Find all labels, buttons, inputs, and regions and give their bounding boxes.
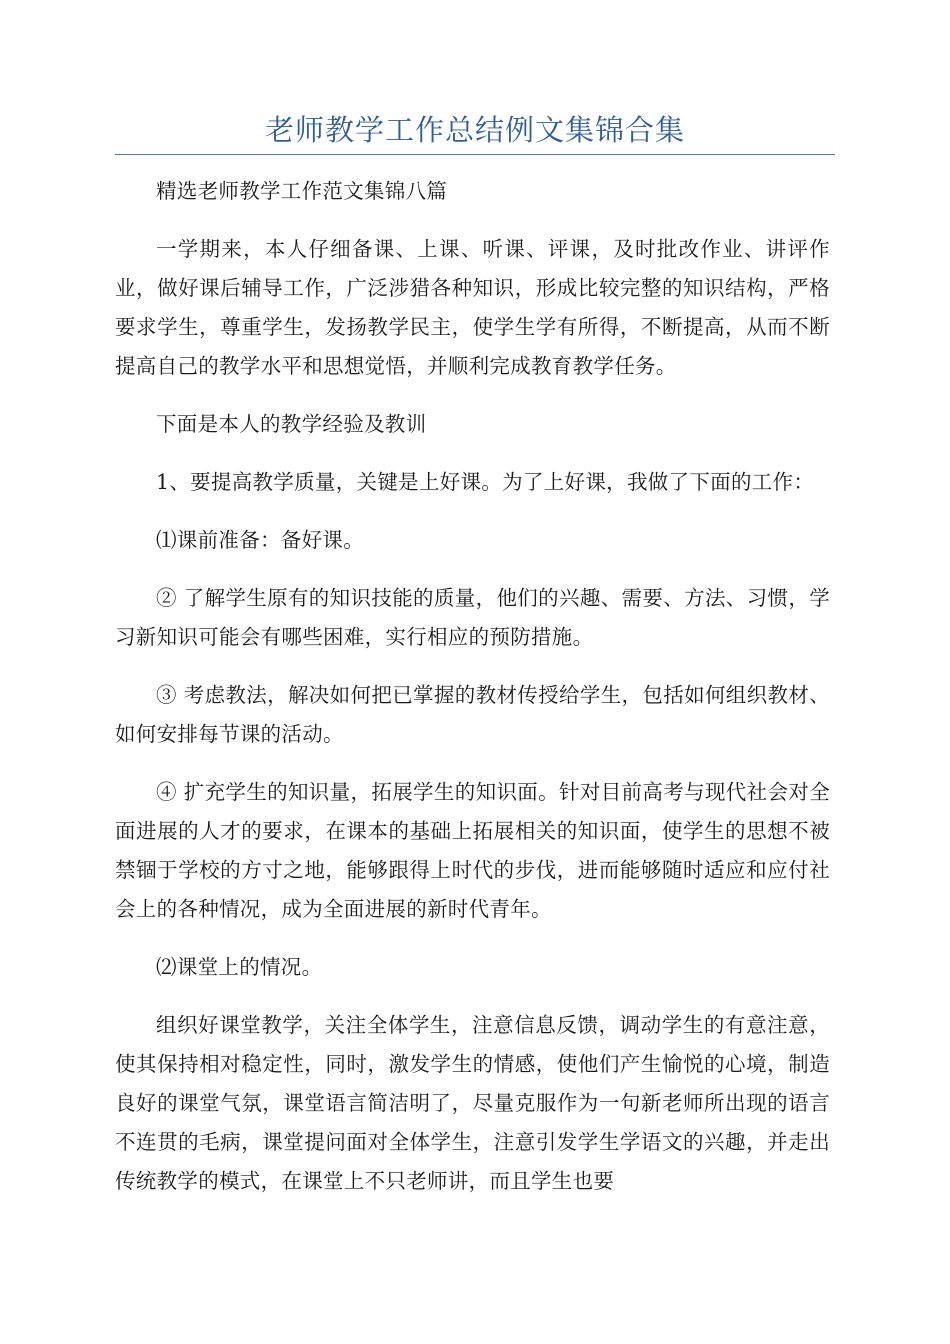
item-2-paragraph: ② 了解学生原有的知识技能的质量，他们的兴趣、需要、方法、习惯，学习新知识可能会有哪些困难，实行相应的预防措施。 — [115, 586, 830, 649]
item-3-paragraph: ③ 考虑教法，解决如何把已掌握的教材传授给学生，包括如何组织教材、如何安排每节课的活动。 — [115, 683, 830, 746]
title-underline — [115, 154, 835, 155]
subtitle-paragraph: 精选老师教学工作范文集锦八篇 — [156, 179, 448, 203]
section-lead-paragraph: 下面是本人的教学经验及教训 — [156, 412, 427, 436]
intro-paragraph: 一学期来，本人仔细备课、上课、听课、评课，及时批改作业、讲评作业，做好课后辅导工作，广泛涉猎各种知识，形成比较完整的知识结构，严格要求学生，尊重学生，发扬教学民主，使学生学有所得，不断提高，从而不断提高自己的教学水平和思想觉悟，并顺利完成教育教学任务。 — [115, 237, 830, 378]
subpoint-2-paragraph: ⑵课堂上的情况。 — [156, 955, 323, 979]
document-title: 老师教学工作总结例文集锦合集 — [264, 113, 685, 147]
subpoint-1-paragraph: ⑴课前准备：备好课。 — [156, 528, 364, 552]
document-body — [115, 172, 830, 1220]
classroom-paragraph: 组织好课堂教学，关注全体学生，注意信息反馈，调动学生的有意注意，使其保持相对稳定性，同时，激发学生的情感，使他们产生愉悦的心境，制造良好的课堂气氛，课堂语言简洁明了，尽量克服作为一句新老师所出现的语言不连贯的毛病，课堂提问面对全体学生，注意引发学生学语文的兴趣，并走出传统教学的模式，在课堂上不只老师讲，而且学生也要 — [115, 1013, 830, 1193]
point-1-paragraph: 1、要提高教学质量，关键是上好课。为了上好课，我做了下面的工作： — [156, 470, 815, 494]
item-4-paragraph: ④ 扩充学生的知识量，拓展学生的知识面。针对目前高考与现代社会对全面进展的人才的要求，在课本的基础上拓展相关的知识面，使学生的思想不被禁锢于学校的方寸之地，能够跟得上时代的步伐，进而能够随时适应和应付社会上的各种情况，成为全面进展的新时代青年。 — [115, 780, 830, 921]
